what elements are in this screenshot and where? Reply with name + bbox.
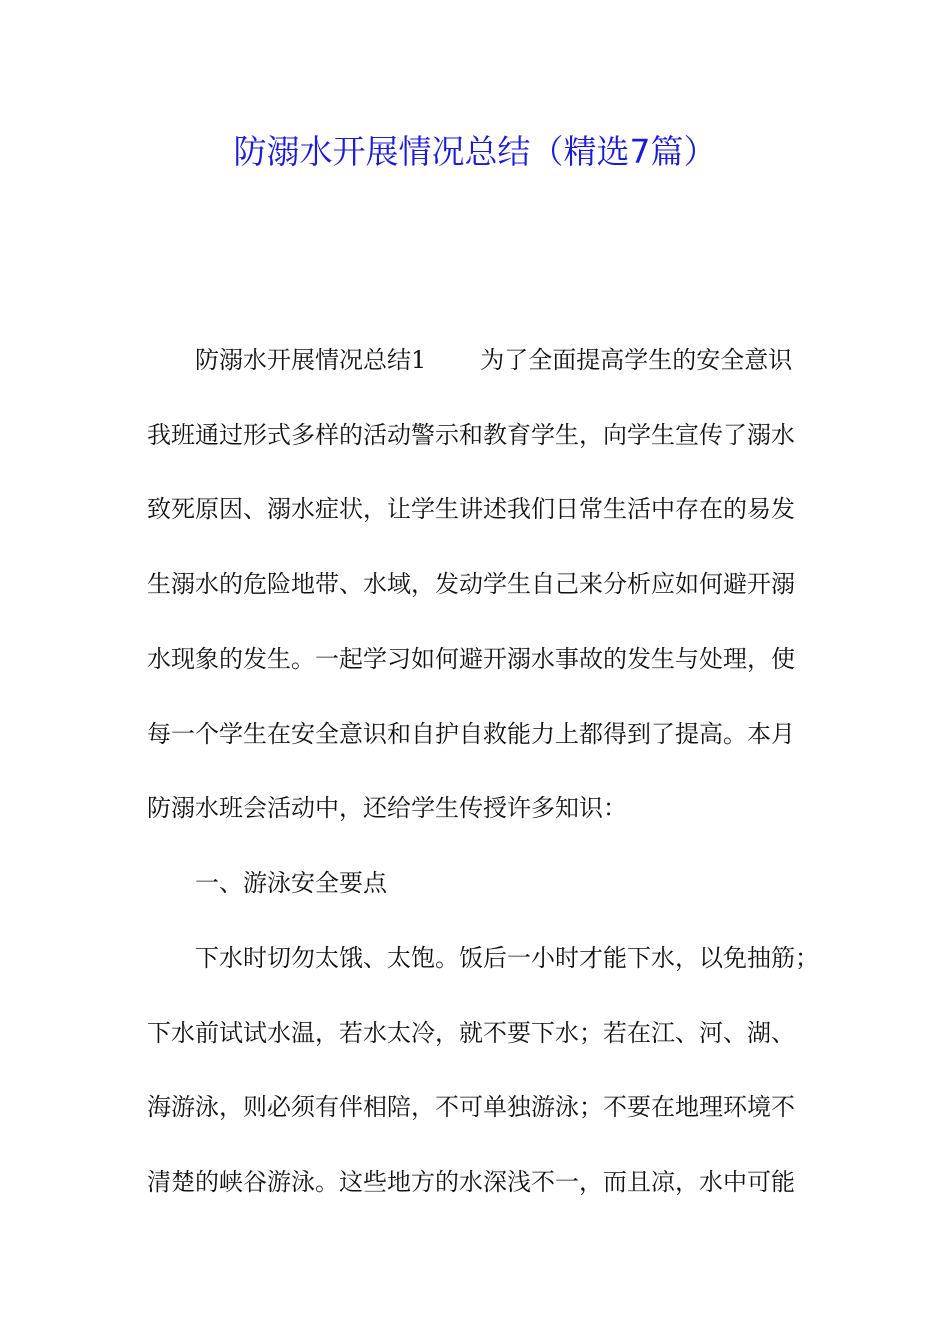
document-title: 防溺水开展情况总结（精选7篇）	[233, 132, 717, 171]
paragraph-line: 海游泳，则必须有伴相陪，不可单独游泳；不要在地理环境不	[147, 1093, 795, 1121]
paragraph-line: 生溺水的危险地带、水域，发动学生自己来分析应如何避开溺	[147, 570, 795, 598]
paragraph-line: 下水前试试水温，若水太冷，就不要下水；若在江、河、湖、	[147, 1019, 795, 1047]
paragraph-line: 清楚的峡谷游泳。这些地方的水深浅不一，而且凉，水中可能	[147, 1168, 795, 1196]
paragraph-line: 我班通过形式多样的活动警示和教育学生，向学生宣传了溺水	[147, 421, 795, 449]
paragraph-text: 为了全面提高学生的安全意识	[480, 346, 793, 374]
subheading: 一、游泳安全要点	[195, 869, 387, 897]
paragraph-line: 致死原因、溺水症状，让学生讲述我们日常生活中存在的易发	[147, 495, 795, 523]
paragraph-line: 下水时切勿太饿、太饱。饭后一小时才能下水，以免抽筋；	[195, 944, 819, 972]
paragraph-line	[195, 343, 792, 377]
paragraph-line: 防溺水班会活动中，还给学生传授许多知识：	[147, 794, 627, 822]
section-heading: 防溺水开展情况总结1	[195, 346, 427, 374]
paragraph-line: 每一个学生在安全意识和自护自救能力上都得到了提高。本月	[147, 720, 795, 748]
paragraph-line: 水现象的发生。一起学习如何避开溺水事故的发生与处理，使	[147, 645, 795, 673]
